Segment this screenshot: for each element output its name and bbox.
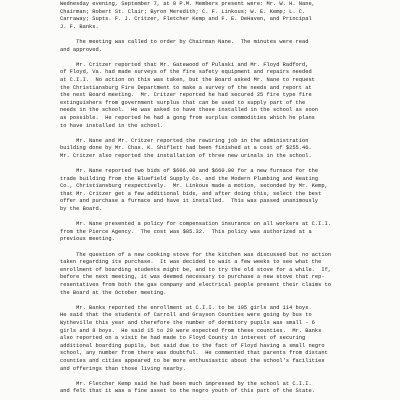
paragraph-gap	[60, 297, 396, 305]
insurance-paragraph	[60, 221, 396, 244]
paragraph-gap	[60, 160, 396, 168]
furnace-bids-paragraph	[60, 168, 396, 214]
text-line: school, any number from there was doubtful. He commented that parents from distant	[60, 350, 328, 357]
text-line: the Board at the October meeting.	[60, 289, 167, 296]
text-line: Mr. Critzer reported that Mr. Gatewood of Pulaski and Mr. Floyd Radford,	[60, 61, 309, 68]
kitchen-stove-paragraph	[60, 252, 396, 298]
text-line: building done by Mr. Chas. K. Shiflett had been finished at a cost of $255.46.	[60, 145, 312, 152]
call-to-order-paragraph	[60, 39, 396, 54]
text-line: Mr. Nane and Mr. Critzer reported the rewiring job in the administration	[60, 137, 309, 144]
text-line: Mr. Critzer also reported the installation of three new urinals in the school.	[60, 152, 312, 159]
text-line: Mr. Fletcher Kemp said he had been much impressed by the school at C.I.I.	[60, 380, 312, 387]
text-line: at C.I.I. No action on this was taken, but the Board asked Mr. Nane to request	[60, 76, 315, 83]
rewiring-paragraph	[60, 138, 396, 161]
text-line: extinguishers from government surplus that can be used to supply part of the	[60, 99, 306, 106]
text-line: Mr. Nane presented a policy for compensation insurance on all workers at C.I.I.	[60, 221, 332, 228]
text-line: Mr. Banks reported the enrollment at C.I.I. to be 105 girls and 114 boys.	[60, 304, 312, 311]
text-line: girls and 8 boys. He said 15 to 20 were expected from these counties. Mr. Banks	[60, 327, 322, 334]
paragraph-gap	[60, 214, 396, 222]
text-line: Co., Christiansburg respectively. Mr. Linkous made a motion, seconded by Mr. Kemp,	[60, 183, 328, 190]
text-line: of Floyd, Va. had made surveys of the fire safety equipment and repairs needed	[60, 69, 312, 76]
text-line: Carraway; Supts. F. J. Critzer, Fletcher Kemp and F. E. DeHaven, and Principal	[60, 16, 312, 23]
paragraph-gap	[60, 54, 396, 62]
text-line: and approved.	[60, 46, 102, 53]
text-line: to have installed in the school.	[60, 122, 164, 129]
header-paragraph	[60, 1, 396, 31]
text-line: also reported on a visit he had made to Floyd County in interest of securing	[60, 335, 306, 342]
text-line: enrollment of boarding students might be, and to try the old stove for a while. If,	[60, 266, 332, 273]
text-line: additional boarding pupils, but said due to the fact of Floyd having a small negro	[60, 342, 325, 349]
text-line: previous meeting.	[60, 236, 115, 243]
text-line: Chairman; Robert St. Clair; Byron Meredith; C. F. Linkous; W. E. Kemp; L. C.	[60, 8, 306, 15]
text-line: as possible. He reported he had a gong from surplus commodities which he plans	[60, 114, 315, 121]
text-line: He said that the students of Carroll and Grayson Counties were going by bus to	[60, 312, 312, 319]
text-line: and felt that it was a fine asset to the negro youth of this part of the State.	[60, 388, 315, 395]
text-line: that Mr. Critzer get a few additional bids, and after doing this, select the best	[60, 190, 322, 197]
text-line: the Christiansburg Fire Department to make a survey of the needs and report at	[60, 84, 312, 91]
text-line: the next Board meeting. Mr. Critzer reported he had secured 25 fire type fire	[60, 92, 312, 99]
kemp-impression-paragraph	[60, 381, 396, 396]
text-line: The meeting was called to order by Chairman Nane. The minutes were read	[60, 38, 309, 45]
text-line: resentatives from both the gas company and electrical people present their claims to	[60, 281, 332, 288]
text-line: The question of a new cooking stove for the kitchen was discussed but no action	[60, 251, 332, 258]
text-line: trade building from the Bluefield Supply Co. and the Modern Plumbing and Heating	[60, 175, 319, 182]
paragraph-gap	[60, 130, 396, 138]
text-line: Wytheville this year and therefore the number of dormitory pupils was small - 6	[60, 319, 315, 326]
text-line: by the Board.	[60, 206, 102, 213]
text-line: counties and cities appeared to be more enthusiastic about the school's facilities	[60, 357, 325, 364]
text-line: J. F. Banks.	[60, 23, 99, 30]
text-line: needs in the school. He was asked to have these installed in the school as soon	[60, 107, 319, 114]
text-line: Wednesday evening, September 7, at 8 P.M. Members present were: Mr. W. H. Nane,	[60, 1, 315, 7]
text-line: before the next meeting, it was deemed necessary to purchase a new stove that rep-	[60, 274, 325, 281]
paragraph-gap	[60, 373, 396, 381]
text-line: offer and purchase a furnace and have it installed. This was passed unanimously	[60, 198, 319, 205]
text-line: and offerings than those living nearby.	[60, 365, 186, 372]
enrollment-paragraph	[60, 305, 396, 373]
paragraph-gap	[60, 244, 396, 252]
text-line: taken regarding its purchase. It was decided to wait a few weeks to see what the	[60, 259, 322, 266]
minutes-document	[60, 1, 396, 396]
fire-safety-paragraph	[60, 62, 396, 130]
text-line: Mr. Nane reported two bids of $606.00 and $660.00 for a new furnace for the	[60, 168, 319, 175]
text-line: from the Pierce Agency. The cost was $85.32. This policy was authorized at a	[60, 228, 312, 235]
paragraph-gap	[60, 31, 396, 39]
